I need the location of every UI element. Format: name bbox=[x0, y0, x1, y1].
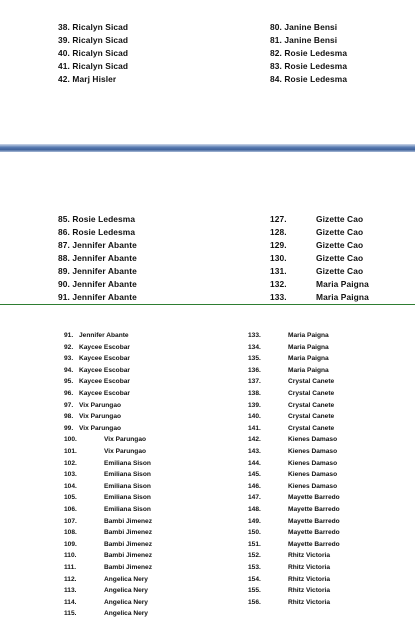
list-item: 115. Angelica Nery bbox=[64, 610, 148, 618]
list-item: 127. Gizette Cao bbox=[270, 214, 364, 224]
list-item: 134. Maria Paigna bbox=[248, 343, 329, 351]
list-item: 133. Maria Paigna bbox=[248, 332, 329, 339]
list-item: 103. Emiliana Sison bbox=[64, 471, 151, 479]
list-item: 144. Kienes Damaso bbox=[248, 459, 338, 467]
list-item: 81. Janine Bensi bbox=[270, 35, 338, 45]
list-item: 95. Kaycee Escobar bbox=[64, 378, 130, 386]
list-item: 38. Ricalyn Sicad bbox=[58, 22, 129, 32]
list-item: 152. Rhitz Victoria bbox=[248, 552, 331, 560]
list-item: 91. Jennifer Abante bbox=[58, 292, 137, 302]
list-item: 141. Crystal Canete bbox=[248, 424, 335, 432]
list-item: 109. Bambi Jimenez bbox=[64, 540, 153, 548]
list-item: 102. Emiliana Sison bbox=[64, 459, 151, 467]
list-item: 108. Bambi Jimenez bbox=[64, 529, 153, 537]
list-item: 154. Rhitz Victoria bbox=[248, 575, 331, 583]
list-item: 148. Mayette Barredo bbox=[248, 506, 340, 513]
list-item: 89. Jennifer Abante bbox=[58, 266, 137, 276]
list-item: 87. Jennifer Abante bbox=[58, 240, 137, 250]
list-item: 155. Rhitz Victoria bbox=[248, 587, 331, 595]
list-item: 91. Jennifer Abante bbox=[64, 332, 129, 339]
list-item: 105. Emiliana Sison bbox=[64, 494, 151, 502]
list-item: 90. Jennifer Abante bbox=[58, 279, 137, 289]
list-item: 110. Bambi Jimenez bbox=[64, 552, 153, 560]
list-item: 86. Rosie Ledesma bbox=[58, 227, 136, 237]
list-item: 113. Angelica Nery bbox=[64, 587, 148, 595]
list-item: 132. Maria Paigna bbox=[270, 279, 369, 289]
list-item: 96. Kaycee Escobar bbox=[64, 390, 130, 397]
page-fragment-top bbox=[0, 0, 415, 140]
list-item: 83. Rosie Ledesma bbox=[270, 61, 348, 71]
list-item: 107. Bambi Jimenez bbox=[64, 517, 153, 525]
list-item: 136. Maria Paigna bbox=[248, 366, 329, 374]
list-item: 85. Rosie Ledesma bbox=[58, 214, 136, 224]
list-item: 94. Kaycee Escobar bbox=[64, 366, 130, 374]
page-fragment-middle bbox=[0, 210, 415, 306]
list-item: 151. Mayette Barredo bbox=[248, 540, 340, 548]
list-item: 82. Rosie Ledesma bbox=[270, 48, 348, 58]
list-item: 128. Gizette Cao bbox=[270, 227, 364, 237]
list-item: 156. Rhitz Victoria bbox=[248, 598, 331, 606]
list-item: 42. Marj Hisler bbox=[58, 74, 117, 84]
list-item: 135. Maria Paigna bbox=[248, 355, 329, 363]
list-item: 40. Ricalyn Sicad bbox=[58, 48, 129, 58]
list-item: 114. Angelica Nery bbox=[64, 598, 148, 606]
list-item: 101. Vix Parungao bbox=[64, 448, 147, 455]
list-item: 41. Ricalyn Sicad bbox=[58, 61, 129, 71]
scan-divider-line bbox=[0, 304, 415, 305]
list-item: 99. Vix Parungao bbox=[64, 424, 122, 432]
list-item: 146. Kienes Damaso bbox=[248, 482, 338, 490]
list-item: 97. Vix Parungao bbox=[64, 401, 122, 409]
list-item: 104. Emiliana Sison bbox=[64, 482, 151, 490]
list-item: 143. Kienes Damaso bbox=[248, 448, 338, 455]
list-item: 80. Janine Bensi bbox=[270, 22, 338, 32]
list-item: 106. Emiliana Sison bbox=[64, 506, 151, 513]
list-item: 137. Crystal Canete bbox=[248, 378, 335, 386]
list-item: 138. Crystal Canete bbox=[248, 390, 335, 397]
list-item: 140. Crystal Canete bbox=[248, 413, 335, 421]
list-item: 150. Mayette Barredo bbox=[248, 529, 340, 537]
list-item: 88. Jennifer Abante bbox=[58, 253, 137, 263]
list-item: 100. Vix Parungao bbox=[64, 436, 147, 444]
list-item: 111. Bambi Jimenez bbox=[64, 564, 153, 571]
list-item: 149. Mayette Barredo bbox=[248, 517, 340, 525]
list-item: 145. Kienes Damaso bbox=[248, 471, 338, 479]
list-item: 92. Kaycee Escobar bbox=[64, 343, 130, 351]
page-fragment-bottom bbox=[0, 328, 415, 618]
list-item: 147. Mayette Barredo bbox=[248, 494, 340, 502]
list-item: 133. Maria Paigna bbox=[270, 292, 369, 302]
list-item: 131. Gizette Cao bbox=[270, 266, 364, 276]
list-item: 84. Rosie Ledesma bbox=[270, 74, 348, 84]
list-item: 129. Gizette Cao bbox=[270, 240, 364, 250]
list-item: 153. Rhitz Victoria bbox=[248, 564, 331, 571]
list-item: 112. Angelica Nery bbox=[64, 575, 148, 583]
list-item: 130. Gizette Cao bbox=[270, 253, 364, 263]
page-break-band bbox=[0, 144, 415, 152]
list-item: 142. Kienes Damaso bbox=[248, 436, 338, 444]
list-item: 139. Crystal Canete bbox=[248, 401, 335, 409]
list-item: 98. Vix Parungao bbox=[64, 413, 122, 421]
list-item: 93. Kaycee Escobar bbox=[64, 355, 130, 363]
list-item: 39. Ricalyn Sicad bbox=[58, 35, 129, 45]
